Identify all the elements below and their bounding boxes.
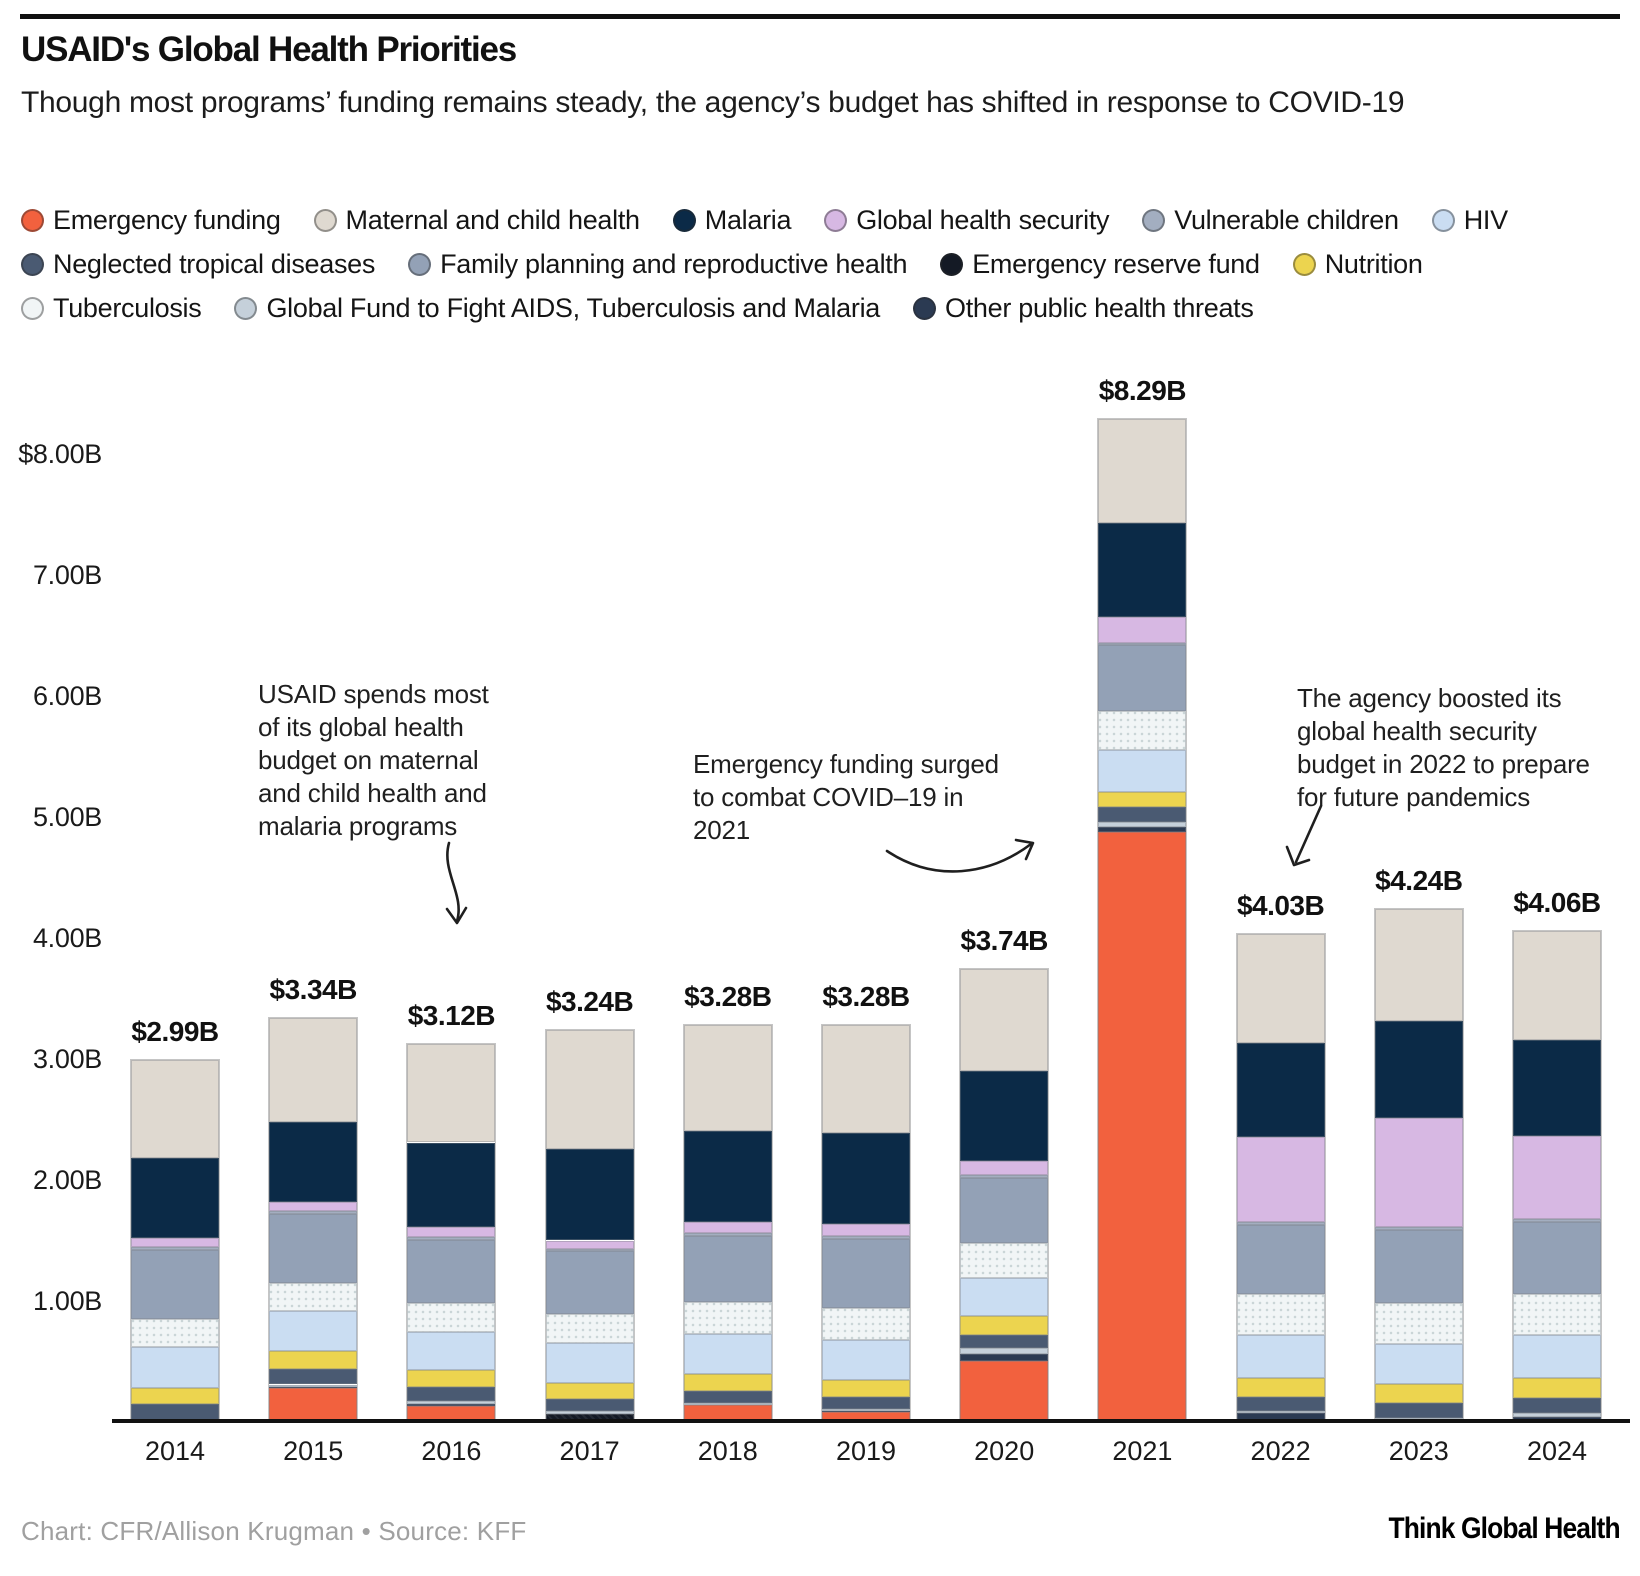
segment-2022-nutrition[interactable] [1237,1378,1325,1397]
segment-2023-family_planning[interactable] [1375,1230,1463,1303]
x-tick-2021: 2021 [1112,1436,1173,1466]
segment-2023-hiv[interactable] [1375,1344,1463,1384]
bar-total-label-2021: $8.29B [1098,374,1187,406]
segment-2014-global_health_security[interactable] [131,1238,219,1247]
page-subtitle: Though most programs’ funding remains steady, the agency’s budget has shifted in response to COVID-19 [21,86,1405,119]
segment-2017-maternal_child_health[interactable] [546,1030,634,1149]
segment-2023-global_health_security[interactable] [1375,1118,1463,1227]
segment-2015-other_public_health_threats[interactable] [269,1387,357,1388]
legend-swatch-nutrition [1293,253,1316,276]
segment-2021-maternal_child_health[interactable] [1098,419,1186,523]
segment-2020-family_planning[interactable] [960,1178,1048,1243]
segment-2017-global_health_security[interactable] [546,1241,634,1249]
arrow-covid-surge [887,844,1031,871]
bar-total-label-2015: $3.34B [269,973,357,1005]
segment-2021-nutrition[interactable] [1098,792,1186,808]
y-tick-8B: $8.00B [18,439,102,469]
segment-2022-malaria[interactable] [1237,1043,1325,1137]
legend-label: Nutrition [1324,249,1423,279]
segment-2024-global_fund[interactable] [1513,1413,1601,1417]
segment-2024-tuberculosis[interactable] [1513,1294,1601,1335]
segment-2021-emergency_funding[interactable] [1098,832,1186,1422]
x-tick-2020: 2020 [974,1436,1035,1466]
bar-total-label-2017: $3.24B [545,985,634,1017]
legend-label: Global health security [856,205,1110,235]
segment-2023-malaria[interactable] [1375,1021,1463,1118]
bar-2020[interactable] [960,969,1048,1422]
segment-2021-tuberculosis[interactable] [1098,711,1186,751]
segment-2018-family_planning[interactable] [684,1236,772,1303]
segment-2015-neglected_tropical_diseases[interactable] [269,1369,357,1385]
legend-swatch-maternal_child_health [314,209,337,232]
legend-label: Other public health threats [945,293,1254,323]
x-axis-line [112,1419,1630,1423]
x-tick-2016: 2016 [421,1436,482,1466]
segment-2015-emergency_funding[interactable] [269,1388,357,1422]
legend-item-other_public_health_threats[interactable] [913,293,1254,324]
arrow-ghs-boost [1296,806,1321,862]
legend-item-malaria[interactable] [673,205,791,236]
x-tick-2019: 2019 [835,1436,897,1466]
segment-2020-global_fund[interactable] [960,1348,1048,1354]
segment-2018-nutrition[interactable] [684,1374,772,1391]
segment-2020-malaria[interactable] [960,1071,1048,1161]
arrow-mch-malaria [447,843,458,921]
segment-2019-nutrition[interactable] [822,1380,910,1397]
y-tick-7B: 7.00B [32,560,102,590]
segment-2015-malaria[interactable] [269,1122,357,1202]
segment-2016-vulnerable_children[interactable] [407,1237,495,1239]
legend-swatch-global_fund [234,297,257,320]
segment-2022-tuberculosis[interactable] [1237,1294,1325,1335]
bar-2024[interactable] [1513,931,1601,1422]
legend-label: Maternal and child health [345,205,640,235]
segment-2015-vulnerable_children[interactable] [269,1211,357,1214]
legend-swatch-other_public_health_threats [913,297,936,320]
segment-2014-family_planning[interactable] [131,1250,219,1318]
segment-2024-neglected_tropical_diseases[interactable] [1513,1398,1601,1413]
brand-logo: Think Global Health [1388,1512,1620,1545]
segment-2018-global_fund[interactable] [684,1403,772,1405]
legend-item-hiv[interactable] [1432,205,1508,236]
y-tick-6B: 6.00B [32,681,102,711]
segment-2014-nutrition[interactable] [131,1388,219,1405]
y-tick-1B: 1.00B [32,1286,102,1316]
segment-2022-global_health_security[interactable] [1237,1137,1325,1222]
segment-2018-malaria[interactable] [684,1131,772,1222]
segment-2024-vulnerable_children[interactable] [1513,1219,1601,1222]
legend-item-tuberculosis[interactable] [21,293,201,324]
segment-2024-family_planning[interactable] [1513,1222,1601,1295]
segment-2019-hiv[interactable] [822,1340,910,1380]
segment-2019-neglected_tropical_diseases[interactable] [822,1397,910,1409]
legend-row-1 [21,205,1621,236]
segment-2021-malaria[interactable] [1098,523,1186,617]
segment-2015-nutrition[interactable] [269,1351,357,1369]
bar-total-label-2020: $3.74B [960,925,1048,957]
x-tick-2023: 2023 [1388,1436,1449,1466]
arrow-ghs-boost-head [1287,847,1309,865]
bar-2022[interactable] [1237,934,1325,1422]
x-tick-2018: 2018 [697,1436,758,1466]
y-tick-2B: 2.00B [32,1165,102,1195]
legend-label: Tuberculosis [53,293,202,323]
x-tick-2017: 2017 [559,1436,620,1466]
legend-item-vulnerable_children[interactable] [1142,205,1398,236]
bar-total-label-2024: $4.06B [1513,886,1601,918]
segment-2020-other_public_health_threats[interactable] [960,1354,1048,1361]
segment-2016-global_fund[interactable] [407,1401,495,1403]
legend-item-global_fund[interactable] [234,293,880,324]
segment-2015-hiv[interactable] [269,1311,357,1351]
legend-swatch-tuberculosis [21,297,44,320]
segment-2018-tuberculosis[interactable] [684,1302,772,1333]
segment-2023-tuberculosis[interactable] [1375,1303,1463,1344]
segment-2018-maternal_child_health[interactable] [684,1025,772,1131]
segment-2017-tuberculosis[interactable] [546,1314,634,1343]
segment-2023-maternal_child_health[interactable] [1375,909,1463,1022]
segment-2018-global_health_security[interactable] [684,1222,772,1233]
legend-item-family_planning[interactable] [408,249,907,280]
y-tick-5B: 5.00B [32,802,102,832]
segment-2018-hiv[interactable] [684,1334,772,1374]
annotation-mch-malaria: USAID spends most of its global health budget on maternal and child health and malaria programs [258,679,489,841]
segment-2024-nutrition[interactable] [1513,1378,1601,1399]
top-divider [20,14,1620,19]
legend-label: Emergency reserve fund [972,249,1260,279]
legend-item-maternal_child_health[interactable] [314,205,640,236]
segment-2016-maternal_child_health[interactable] [407,1044,495,1142]
bar-2017[interactable] [546,1030,634,1422]
chart-legend [21,205,1621,337]
segment-2015-global_health_security[interactable] [269,1202,357,1212]
segment-2022-neglected_tropical_diseases[interactable] [1237,1397,1325,1410]
segment-2020-neglected_tropical_diseases[interactable] [960,1335,1048,1348]
legend-label: Neglected tropical diseases [53,249,376,279]
legend-item-global_health_security[interactable] [824,205,1109,236]
legend-item-emergency_reserve_fund[interactable] [940,249,1260,280]
segment-2022-global_fund[interactable] [1237,1411,1325,1413]
y-tick-3B: 3.00B [32,1044,102,1074]
segment-2016-global_health_security[interactable] [407,1227,495,1237]
segment-2023-vulnerable_children[interactable] [1375,1227,1463,1230]
segment-2014-hiv[interactable] [131,1347,219,1388]
bar-2023[interactable] [1375,909,1463,1422]
legend-row-2 [21,249,1621,280]
bar-2016[interactable] [407,1044,495,1422]
segment-2020-hiv[interactable] [960,1278,1048,1316]
segment-2021-hiv[interactable] [1098,750,1186,791]
segment-2020-emergency_funding[interactable] [960,1361,1048,1422]
bar-total-label-2014: $2.99B [131,1016,219,1048]
x-tick-2014: 2014 [144,1436,206,1466]
x-tick-2022: 2022 [1250,1436,1311,1466]
legend-row-3 [21,293,1621,324]
segment-2017-hiv[interactable] [546,1343,634,1383]
segment-2017-global_fund[interactable] [546,1411,634,1413]
segment-2019-global_fund[interactable] [822,1409,910,1411]
bar-total-label-2018: $3.28B [684,981,772,1013]
segment-2016-malaria[interactable] [407,1143,495,1228]
segment-2019-family_planning[interactable] [822,1239,910,1309]
segment-2020-tuberculosis[interactable] [960,1243,1048,1278]
segment-2017-vulnerable_children[interactable] [546,1249,634,1251]
segment-2017-family_planning[interactable] [546,1251,634,1314]
legend-swatch-global_health_security [824,209,847,232]
segment-2015-family_planning[interactable] [269,1214,357,1282]
segment-2024-global_health_security[interactable] [1513,1136,1601,1218]
segment-2024-malaria[interactable] [1513,1040,1601,1137]
segment-2017-malaria[interactable] [546,1149,634,1241]
segment-2019-other_public_health_threats[interactable] [822,1411,910,1412]
segment-2019-tuberculosis[interactable] [822,1308,910,1339]
segment-2016-other_public_health_threats[interactable] [407,1404,495,1406]
segment-2017-nutrition[interactable] [546,1383,634,1399]
segment-2015-maternal_child_health[interactable] [269,1018,357,1122]
segment-2016-neglected_tropical_diseases[interactable] [407,1387,495,1402]
segment-2020-maternal_child_health[interactable] [960,969,1048,1071]
segment-2018-vulnerable_children[interactable] [684,1233,772,1235]
arrow-mch-malaria-head [447,908,466,923]
y-tick-4B: 4.00B [32,923,102,953]
bar-2014[interactable] [131,1060,219,1422]
segment-2014-malaria[interactable] [131,1158,219,1238]
annotation-ghs-boost: The agency boosted its global health security budget in 2022 to prepare for future pandemics [1297,683,1590,812]
bar-2015[interactable] [269,1018,357,1422]
segment-2016-family_planning[interactable] [407,1240,495,1304]
bar-total-label-2019: $3.28B [822,981,910,1013]
segment-2015-tuberculosis[interactable] [269,1283,357,1311]
segment-2021-global_fund[interactable] [1098,822,1186,827]
legend-item-neglected_tropical_diseases[interactable] [21,249,375,280]
bar-2021[interactable] [1098,419,1186,1422]
legend-label: Family planning and reproductive health [440,249,908,279]
segment-2014-neglected_tropical_diseases[interactable] [131,1404,219,1419]
page-title: USAID's Global Health Priorities [21,30,517,69]
segment-2019-global_health_security[interactable] [822,1224,910,1236]
legend-item-emergency_funding[interactable] [21,205,281,236]
segment-2024-hiv[interactable] [1513,1335,1601,1377]
legend-label: HIV [1463,205,1508,235]
legend-swatch-malaria [673,209,696,232]
segment-2022-hiv[interactable] [1237,1335,1325,1377]
segment-2022-family_planning[interactable] [1237,1225,1325,1295]
segment-2021-global_health_security[interactable] [1098,617,1186,642]
segment-2016-hiv[interactable] [407,1332,495,1370]
legend-label: Vulnerable children [1174,205,1399,235]
annotation-covid-surge: Emergency funding surged to combat COVID–19 in 2021 [693,749,999,845]
segment-2018-neglected_tropical_diseases[interactable] [684,1391,772,1403]
segment-2020-nutrition[interactable] [960,1316,1048,1335]
segment-2021-other_public_health_threats[interactable] [1098,827,1186,832]
bar-2019[interactable] [822,1025,910,1422]
segment-2014-vulnerable_children[interactable] [131,1247,219,1250]
segment-2019-malaria[interactable] [822,1133,910,1224]
segment-2020-global_health_security[interactable] [960,1161,1048,1176]
segment-2021-family_planning[interactable] [1098,645,1186,710]
bar-total-label-2022: $4.03B [1236,890,1325,922]
x-tick-2024: 2024 [1526,1436,1588,1466]
segment-2022-maternal_child_health[interactable] [1237,934,1325,1043]
segment-2021-neglected_tropical_diseases[interactable] [1098,807,1186,822]
segment-2020-vulnerable_children[interactable] [960,1175,1048,1177]
segment-2021-vulnerable_children[interactable] [1098,643,1186,645]
legend-swatch-family_planning [408,253,431,276]
segment-2023-neglected_tropical_diseases[interactable] [1375,1403,1463,1418]
bar-total-label-2023: $4.24B [1375,864,1463,896]
segment-2022-vulnerable_children[interactable] [1237,1222,1325,1225]
legend-swatch-hiv [1432,209,1455,232]
legend-swatch-neglected_tropical_diseases [21,253,44,276]
segment-2024-maternal_child_health[interactable] [1513,931,1601,1040]
legend-swatch-emergency_reserve_fund [940,253,963,276]
legend-label: Malaria [704,205,792,235]
segment-2014-tuberculosis[interactable] [131,1319,219,1347]
legend-swatch-emergency_funding [21,209,44,232]
segment-2019-maternal_child_health[interactable] [822,1025,910,1133]
bar-total-label-2016: $3.12B [407,1000,496,1032]
chart-credit: Chart: CFR/Allison Krugman • Source: KFF [21,1516,527,1546]
legend-swatch-vulnerable_children [1142,209,1165,232]
segment-2014-maternal_child_health[interactable] [131,1060,219,1158]
segment-2016-tuberculosis[interactable] [407,1303,495,1332]
x-tick-2015: 2015 [283,1436,344,1466]
bar-2018[interactable] [684,1025,772,1422]
legend-label: Global Fund to Fight AIDS, Tuberculosis and Malaria [266,293,880,323]
segment-2017-neglected_tropical_diseases[interactable] [546,1399,634,1411]
segment-2015-global_fund[interactable] [269,1385,357,1387]
legend-label: Emergency funding [53,205,281,235]
segment-2016-nutrition[interactable] [407,1370,495,1387]
segment-2019-vulnerable_children[interactable] [822,1236,910,1238]
segment-2023-nutrition[interactable] [1375,1384,1463,1403]
legend-item-nutrition[interactable] [1293,249,1423,280]
